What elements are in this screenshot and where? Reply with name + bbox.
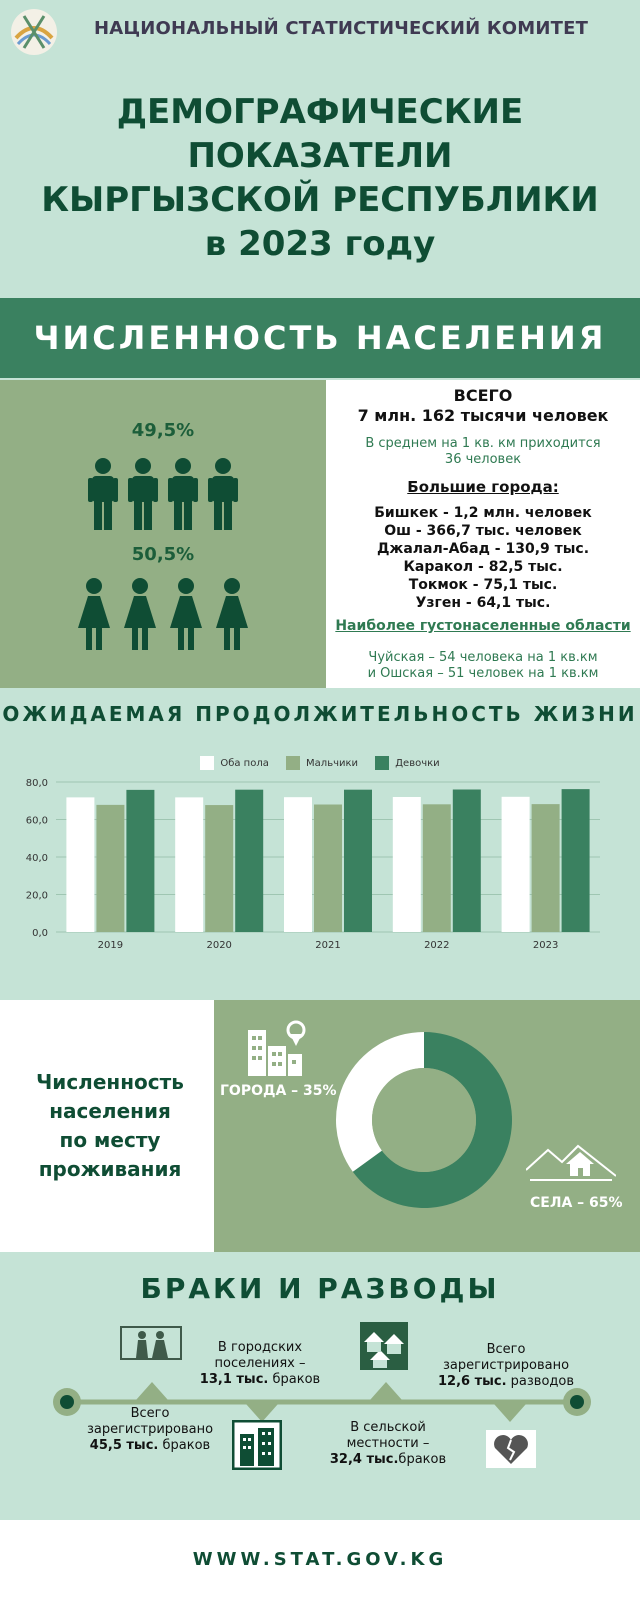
org-name: НАЦИОНАЛЬНЫЙ СТАТИСТИЧЕСКИЙ КОМИТЕТ	[94, 18, 589, 39]
x-tick-label: 2019	[97, 940, 124, 951]
total-label: ВСЕГО	[453, 386, 513, 405]
page-title: ДЕМОГРАФИЧЕСКИЕ ПОКАЗАТЕЛИ КЫРГЫЗСКОЙ РЕСПУБЛИКИ в 2023 году	[41, 92, 599, 264]
y-tick-label: 40,0	[25, 853, 48, 864]
village-houses-icon	[360, 1322, 408, 1370]
bar-3	[126, 790, 154, 932]
y-tick-label: 0,0	[32, 928, 48, 939]
bar-2	[96, 805, 124, 932]
city-item: Узген - 64,1 тыс.	[415, 595, 551, 611]
x-tick-label: 2022	[424, 940, 450, 951]
city-item: Каракол - 82,5 тыс.	[403, 559, 563, 575]
bar-1	[502, 797, 530, 932]
density-line1: В среднем на 1 кв. км приходится	[365, 436, 601, 451]
female-icon	[76, 578, 112, 650]
male-icon	[88, 458, 118, 530]
female-icon	[168, 578, 204, 650]
city-buildings-icon	[244, 1020, 308, 1078]
male-icons	[0, 458, 326, 530]
city-item: Джалал-Абад - 130,9 тыс.	[376, 541, 590, 557]
residence-title: Численность населения по месту проживания	[36, 1070, 184, 1181]
footer	[0, 1520, 640, 1600]
female-icon	[122, 578, 158, 650]
bar-2	[423, 804, 451, 932]
male-icon	[208, 458, 238, 530]
bar-3	[344, 790, 372, 932]
donut-hole	[372, 1068, 476, 1172]
male-icon	[168, 458, 198, 530]
residence-donut-chart	[334, 1030, 514, 1210]
legend-swatch	[200, 756, 214, 770]
x-tick-label: 2021	[315, 940, 341, 951]
chart-legend	[0, 756, 640, 770]
total-value: 7 млн. 162 тысячи человек	[357, 406, 609, 425]
footer-url[interactable]: WWW.STAT.GOV.KG	[192, 1549, 448, 1570]
male-icon	[128, 458, 158, 530]
gender-panel	[0, 380, 326, 688]
density-line2: 36 человек	[444, 452, 522, 467]
dense-line2: и Ошская – 51 человек на 1 кв.км	[367, 666, 599, 681]
urban-marriages: В городских поселениях – 13,1 тыс. браков	[199, 1340, 321, 1387]
bar-1	[175, 797, 203, 932]
y-tick-label: 80,0	[25, 778, 48, 789]
life-heading: ОЖИДАЕМАЯ ПРОДОЛЖИТЕЛЬНОСТЬ ЖИЗНИ	[2, 702, 638, 726]
y-tick-label: 60,0	[25, 815, 48, 827]
city-item: Ош - 366,7 тыс. человек	[384, 523, 582, 539]
female-percent: 50,5%	[131, 544, 195, 565]
female-icons	[0, 578, 326, 650]
bar-3	[235, 790, 263, 932]
x-tick-label: 2020	[206, 940, 232, 951]
legend-label: Мальчики	[306, 758, 359, 769]
female-icon	[214, 578, 250, 650]
city-item: Токмок - 75,1 тыс.	[408, 577, 558, 593]
y-tick-label: 20,0	[25, 890, 48, 902]
legend-swatch	[375, 756, 389, 770]
bar-3	[562, 789, 590, 932]
bar-3	[453, 790, 481, 933]
bar-2	[205, 805, 233, 932]
broken-heart-icon	[486, 1430, 536, 1468]
village-house-icon	[526, 1136, 616, 1186]
wedding-couple-icon	[120, 1326, 182, 1360]
city-building-icon	[232, 1420, 282, 1470]
legend-label: Девочки	[395, 758, 440, 769]
village-share-label: СЕЛА – 65%	[530, 1195, 623, 1211]
bar-1	[66, 797, 94, 932]
x-tick-label: 2023	[532, 940, 559, 951]
city-share-label: ГОРОДА – 35%	[220, 1083, 337, 1099]
bar-1	[393, 797, 421, 932]
cities-title: Большие города:	[407, 478, 559, 496]
total-marriages: Всего зарегистрировано 45,5 тыс. браков	[86, 1406, 214, 1453]
population-heading-band	[0, 298, 640, 378]
bar-2	[314, 805, 342, 933]
legend-swatch	[286, 756, 300, 770]
dense-line1: Чуйская – 54 человека на 1 кв.км	[368, 650, 598, 665]
population-details	[326, 380, 640, 688]
life-expectancy-chart	[0, 770, 640, 975]
population-heading: ЧИСЛЕННОСТЬ НАСЕЛЕНИЯ	[33, 319, 607, 357]
logo-icon	[10, 8, 58, 56]
city-item: Бишкек - 1,2 млн. человек	[374, 505, 592, 521]
dense-title: Наиболее густонаселенные области	[335, 618, 631, 634]
bar-2	[532, 804, 560, 932]
marriage-heading: БРАКИ И РАЗВОДЫ	[140, 1272, 500, 1305]
legend-label: Оба пола	[220, 758, 269, 769]
total-divorces: Всего зарегистрировано 12,6 тыс. разводов	[437, 1342, 575, 1389]
male-percent: 49,5%	[131, 420, 195, 441]
bar-1	[284, 797, 312, 932]
rural-marriages: В сельской местности – 32,4 тыс.браков	[329, 1420, 447, 1467]
